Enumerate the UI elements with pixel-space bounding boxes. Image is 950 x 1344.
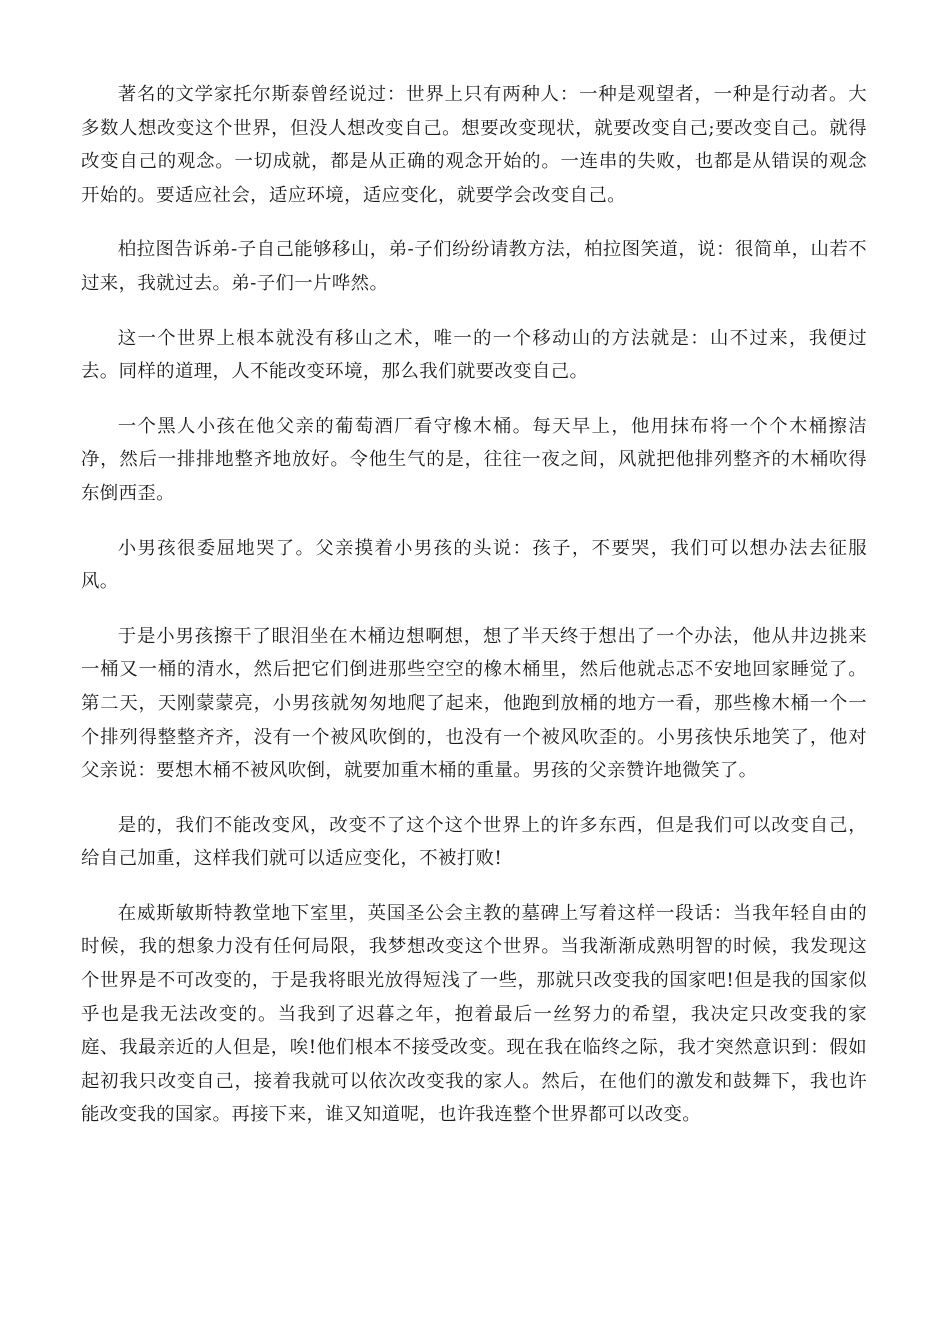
paragraph-boy-solution: 于是小男孩擦干了眼泪坐在木桶边想啊想，想了半天终于想出了一个办法，他从井边挑来一桶又一桶的清水，然后把它们倒进那些空空的橡木桶里，然后他就忐忑不安地回家睡觉了。第二天，天刚蒙蒙亮，小男孩就匆匆地爬了起来，他跑到放桶的地方一看，那些橡木桶一个一个排列得整整齐齐，没有一个被风吹倒的，也没有一个被风吹歪的。小男孩快乐地笑了，他对父亲说：要想木桶不被风吹倒，就要加重木桶的重量。男孩的父亲赞许地微笑了。 [81,625,867,782]
paragraph-plato-mountain: 柏拉图告诉弟-子自己能够移山，弟-子们纷纷请教方法，柏拉图笑道，说：很简单，山若不过来，我就过去。弟-子们一片哗然。 [81,239,867,294]
paragraph-westminster-epitaph: 在威斯敏斯特教堂地下室里，英国圣公会主教的墓碑上写着这样一段话：当我年轻自由的时候，我的想象力没有任何局限，我梦想改变这个世界。当我渐渐成熟明智的时候，我发现这个世界是不可改变的，于是我将眼光放得短浅了一些，那就只改变我的国家吧!但是我的国家似乎也是我无法改变的。当我到了迟暮之年，抱着最后一丝努力的希望，我决定只改变我的家庭、我最亲近的人但是，唉!他们根本不接受改变。现在我在临终之际，我才突然意识到：假如起初我只改变自己，接着我就可以依次改变我的家人。然后，在他们的激发和鼓舞下，我也许能改变我的国家。再接下来，谁又知道呢，也许我连整个世界都可以改变。 [81,902,867,1126]
paragraph-tolstoy-quote: 著名的文学家托尔斯泰曾经说过：世界上只有两种人：一种是观望者，一种是行动者。大多数人想改变这个世界，但没人想改变自己。想要改变现状，就要改变自己;要改变自己。就得改变自己的观念。一切成就，都是从正确的观念开始的。一连串的失败，也都是从错误的观念开始的。要适应社会，适应环境，适应变化，就要学会改变自己。 [81,84,867,206]
article-body [81,78,867,1153]
paragraph-move-mountain: 这一个世界上根本就没有移山之术，唯一的一个移动山的方法就是：山不过来，我便过去。同样的道理，人不能改变环境，那么我们就要改变自己。 [81,327,867,383]
paragraph-boy-cries: 小男孩很委屈地哭了。父亲摸着小男孩的头说：孩子，不要哭，我们可以想办法去征服风。 [81,537,867,593]
paragraph-wine-barrels: 一个黑人小孩在他父亲的葡萄酒厂看守橡木桶。每天早上，他用抹布将一个个木桶擦洁净，然后一排排地整齐地放好。令他生气的是，往往一夜之间，风就把他排列整齐的木桶吹得东倒西歪。 [81,415,867,504]
paragraph-change-self: 是的，我们不能改变风，改变不了这个这个世界上的许多东西，但是我们可以改变自己，给自己加重，这样我们就可以适应变化，不被打败! [81,814,867,870]
